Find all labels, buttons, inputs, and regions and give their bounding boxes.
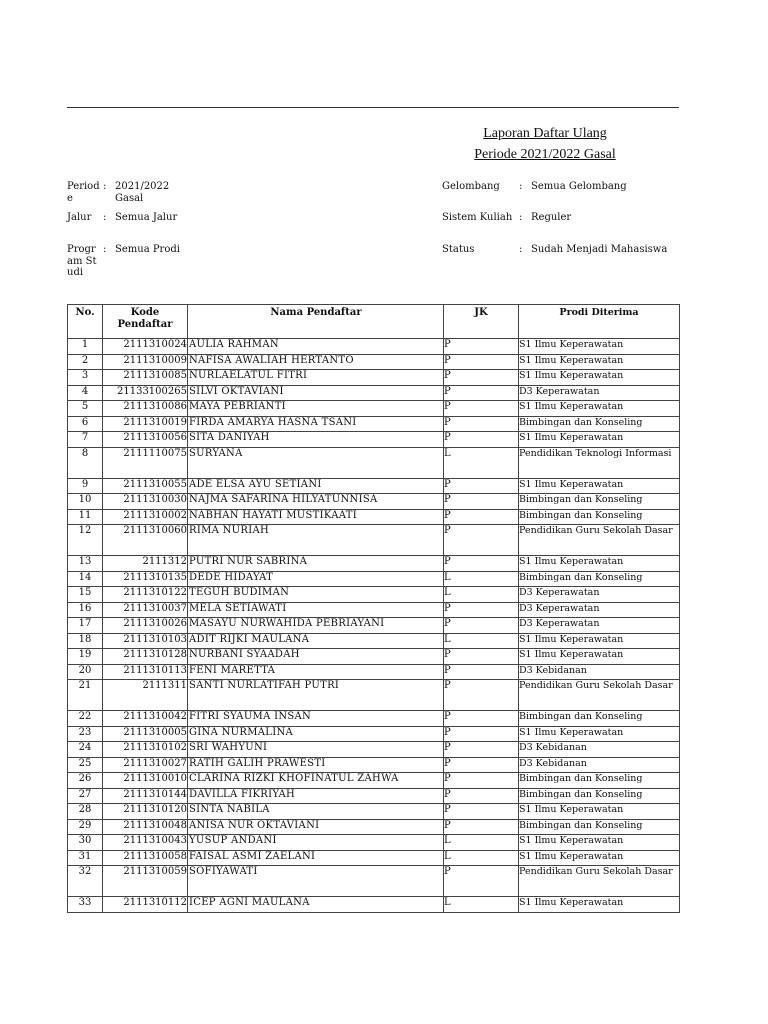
cell-prodi: S1 Ilmu Keperawatan bbox=[519, 804, 680, 820]
program-colon: : bbox=[103, 244, 107, 255]
cell-no: 24 bbox=[68, 742, 103, 758]
periode-value: 2021/2022 Gasal bbox=[115, 181, 170, 204]
cell-prodi: S1 Ilmu Keperawatan bbox=[519, 354, 680, 370]
cell-prodi: S1 Ilmu Keperawatan bbox=[519, 850, 680, 866]
cell-kode: 2111310135 bbox=[103, 571, 188, 587]
table-row bbox=[68, 339, 680, 355]
cell-nama: MASAYU NURWAHIDA PEBRIAYANI bbox=[188, 618, 444, 634]
cell-jk: P bbox=[444, 680, 519, 711]
cell-kode: 2111310059 bbox=[103, 866, 188, 897]
cell-kode: 2111311 bbox=[103, 680, 188, 711]
cell-no: 25 bbox=[68, 757, 103, 773]
cell-jk: P bbox=[444, 773, 519, 789]
cell-jk: P bbox=[444, 370, 519, 386]
cell-no: 32 bbox=[68, 866, 103, 897]
cell-jk: P bbox=[444, 711, 519, 727]
header-no: No. bbox=[68, 305, 103, 339]
cell-kode: 2111310037 bbox=[103, 602, 188, 618]
cell-no: 29 bbox=[68, 819, 103, 835]
cell-nama: NABHAN HAYATI MUSTIKAATI bbox=[188, 509, 444, 525]
cell-kode: 2111310128 bbox=[103, 649, 188, 665]
cell-nama: SITA DANIYAH bbox=[188, 432, 444, 448]
cell-jk: L bbox=[444, 897, 519, 913]
cell-nama: NURLAELATUL FITRI bbox=[188, 370, 444, 386]
sistem-value: Reguler bbox=[531, 212, 572, 223]
cell-no: 14 bbox=[68, 571, 103, 587]
cell-kode: 2111310043 bbox=[103, 835, 188, 851]
cell-kode: 2111110075 bbox=[103, 447, 188, 478]
cell-nama: YUSUP ANDANI bbox=[188, 835, 444, 851]
cell-prodi: Bimbingan dan Konseling bbox=[519, 773, 680, 789]
cell-prodi: D3 Kebidanan bbox=[519, 742, 680, 758]
cell-kode: 2111310103 bbox=[103, 633, 188, 649]
table-row bbox=[68, 664, 680, 680]
header-kode: Kode Pendaftar bbox=[103, 305, 188, 339]
table-row bbox=[68, 401, 680, 417]
cell-prodi: S1 Ilmu Keperawatan bbox=[519, 478, 680, 494]
gelombang-colon: : bbox=[519, 181, 523, 192]
table-header-row bbox=[68, 305, 680, 339]
cell-jk: P bbox=[444, 726, 519, 742]
cell-kode: 2111310112 bbox=[103, 897, 188, 913]
cell-jk: P bbox=[444, 494, 519, 510]
cell-nama: CLARINA RIZKI KHOFINATUL ZAHWA bbox=[188, 773, 444, 789]
cell-kode: 2111310027 bbox=[103, 757, 188, 773]
cell-nama: SINTA NABILA bbox=[188, 804, 444, 820]
cell-kode: 2111312 bbox=[103, 556, 188, 572]
cell-nama: NAJMA SAFARINA HILYATUNNISA bbox=[188, 494, 444, 510]
table-row bbox=[68, 649, 680, 665]
cell-no: 23 bbox=[68, 726, 103, 742]
table-row bbox=[68, 354, 680, 370]
cell-no: 27 bbox=[68, 788, 103, 804]
program-label: Program Studi bbox=[67, 244, 97, 278]
status-colon: : bbox=[519, 244, 523, 255]
cell-jk: P bbox=[444, 742, 519, 758]
table-row bbox=[68, 416, 680, 432]
cell-prodi: S1 Ilmu Keperawatan bbox=[519, 726, 680, 742]
cell-no: 18 bbox=[68, 633, 103, 649]
cell-no: 8 bbox=[68, 447, 103, 478]
cell-nama: ADE ELSA AYU SETIANI bbox=[188, 478, 444, 494]
cell-prodi: Bimbingan dan Konseling bbox=[519, 494, 680, 510]
cell-jk: P bbox=[444, 866, 519, 897]
cell-nama: SOFIYAWATI bbox=[188, 866, 444, 897]
cell-jk: P bbox=[444, 401, 519, 417]
table-row bbox=[68, 742, 680, 758]
cell-jk: P bbox=[444, 757, 519, 773]
cell-no: 5 bbox=[68, 401, 103, 417]
cell-nama: MAYA PEBRIANTI bbox=[188, 401, 444, 417]
header-nama: Nama Pendaftar bbox=[188, 305, 444, 339]
sistem-label: Sistem Kuliah bbox=[442, 212, 513, 223]
cell-no: 28 bbox=[68, 804, 103, 820]
program-value: Semua Prodi bbox=[115, 244, 180, 255]
cell-jk: L bbox=[444, 850, 519, 866]
table-row bbox=[68, 478, 680, 494]
sistem-colon: : bbox=[519, 212, 523, 223]
table-row bbox=[68, 447, 680, 478]
cell-prodi: D3 Kebidanan bbox=[519, 757, 680, 773]
cell-kode: 2111310010 bbox=[103, 773, 188, 789]
cell-no: 10 bbox=[68, 494, 103, 510]
jalur-label: Jalur bbox=[67, 212, 92, 223]
cell-prodi: Pendidikan Teknologi Informasi bbox=[519, 447, 680, 478]
cell-jk: P bbox=[444, 416, 519, 432]
cell-jk: P bbox=[444, 664, 519, 680]
report-title: Laporan Daftar Ulang bbox=[483, 126, 607, 141]
cell-nama: ADIT RIJKI MAULANA bbox=[188, 633, 444, 649]
cell-no: 7 bbox=[68, 432, 103, 448]
cell-no: 3 bbox=[68, 370, 103, 386]
cell-kode: 2111310009 bbox=[103, 354, 188, 370]
table-body bbox=[68, 339, 680, 913]
cell-prodi: Bimbingan dan Konseling bbox=[519, 416, 680, 432]
cell-prodi: S1 Ilmu Keperawatan bbox=[519, 649, 680, 665]
table-row bbox=[68, 432, 680, 448]
cell-jk: P bbox=[444, 556, 519, 572]
table-row bbox=[68, 556, 680, 572]
cell-nama: FITRI SYAUMA INSAN bbox=[188, 711, 444, 727]
cell-jk: P bbox=[444, 385, 519, 401]
cell-kode: 2111310019 bbox=[103, 416, 188, 432]
cell-no: 2 bbox=[68, 354, 103, 370]
cell-nama: ICEP AGNI MAULANA bbox=[188, 897, 444, 913]
table-row bbox=[68, 680, 680, 711]
table-row bbox=[68, 757, 680, 773]
cell-no: 17 bbox=[68, 618, 103, 634]
table-row bbox=[68, 525, 680, 556]
cell-prodi: S1 Ilmu Keperawatan bbox=[519, 897, 680, 913]
cell-prodi: S1 Ilmu Keperawatan bbox=[519, 432, 680, 448]
cell-no: 1 bbox=[68, 339, 103, 355]
cell-jk: P bbox=[444, 478, 519, 494]
cell-kode: 2111310102 bbox=[103, 742, 188, 758]
table-row bbox=[68, 773, 680, 789]
cell-nama: FAISAL ASMI ZAELANI bbox=[188, 850, 444, 866]
cell-nama: ANISA NUR OKTAVIANI bbox=[188, 819, 444, 835]
cell-kode: 2111310113 bbox=[103, 664, 188, 680]
cell-jk: L bbox=[444, 835, 519, 851]
table-row bbox=[68, 509, 680, 525]
cell-no: 31 bbox=[68, 850, 103, 866]
cell-kode: 2111310030 bbox=[103, 494, 188, 510]
cell-prodi: S1 Ilmu Keperawatan bbox=[519, 339, 680, 355]
cell-no: 30 bbox=[68, 835, 103, 851]
cell-kode: 2111310002 bbox=[103, 509, 188, 525]
cell-no: 15 bbox=[68, 587, 103, 603]
cell-nama: RIMA NURIAH bbox=[188, 525, 444, 556]
cell-kode: 2111310048 bbox=[103, 819, 188, 835]
cell-prodi: D3 Keperawatan bbox=[519, 602, 680, 618]
cell-jk: P bbox=[444, 339, 519, 355]
cell-no: 9 bbox=[68, 478, 103, 494]
periode-colon: : bbox=[103, 181, 107, 192]
gelombang-value: Semua Gelombang bbox=[531, 181, 627, 192]
cell-jk: P bbox=[444, 804, 519, 820]
table-row bbox=[68, 370, 680, 386]
cell-nama: SILVI OKTAVIANI bbox=[188, 385, 444, 401]
jalur-value: Semua Jalur bbox=[115, 212, 178, 223]
cell-nama: SURYANA bbox=[188, 447, 444, 478]
cell-jk: P bbox=[444, 788, 519, 804]
header-rule bbox=[67, 107, 679, 108]
cell-kode: 2111310060 bbox=[103, 525, 188, 556]
table-row bbox=[68, 835, 680, 851]
cell-kode: 2111310086 bbox=[103, 401, 188, 417]
cell-prodi: Bimbingan dan Konseling bbox=[519, 509, 680, 525]
cell-jk: L bbox=[444, 571, 519, 587]
table-row bbox=[68, 618, 680, 634]
cell-kode: 2111310120 bbox=[103, 804, 188, 820]
cell-nama: DEDE HIDAYAT bbox=[188, 571, 444, 587]
cell-prodi: S1 Ilmu Keperawatan bbox=[519, 633, 680, 649]
cell-prodi: Bimbingan dan Konseling bbox=[519, 819, 680, 835]
cell-prodi: D3 Keperawatan bbox=[519, 618, 680, 634]
cell-prodi: S1 Ilmu Keperawatan bbox=[519, 556, 680, 572]
header-prodi: Prodi Diterima bbox=[519, 305, 680, 339]
cell-prodi: D3 Keperawatan bbox=[519, 587, 680, 603]
table-row bbox=[68, 587, 680, 603]
registration-table bbox=[67, 304, 680, 913]
cell-no: 16 bbox=[68, 602, 103, 618]
cell-jk: P bbox=[444, 509, 519, 525]
cell-nama: SRI WAHYUNI bbox=[188, 742, 444, 758]
cell-kode: 2111310055 bbox=[103, 478, 188, 494]
periode-label: Periode bbox=[67, 181, 100, 204]
cell-kode: 2111310026 bbox=[103, 618, 188, 634]
cell-kode: 2111310005 bbox=[103, 726, 188, 742]
cell-jk: L bbox=[444, 447, 519, 478]
cell-jk: L bbox=[444, 633, 519, 649]
cell-jk: P bbox=[444, 432, 519, 448]
report-subtitle: Periode 2021/2022 Gasal bbox=[474, 147, 616, 162]
cell-nama: SANTI NURLATIFAH PUTRI bbox=[188, 680, 444, 711]
cell-nama: FENI MARETTA bbox=[188, 664, 444, 680]
cell-kode: 21133100265 bbox=[103, 385, 188, 401]
cell-prodi: S1 Ilmu Keperawatan bbox=[519, 401, 680, 417]
cell-kode: 2111310024 bbox=[103, 339, 188, 355]
cell-nama: TEGUH BUDIMAN bbox=[188, 587, 444, 603]
table-row bbox=[68, 711, 680, 727]
cell-jk: L bbox=[444, 587, 519, 603]
status-value: Sudah Menjadi Mahasiswa bbox=[531, 244, 668, 255]
cell-nama: RATIH GALIH PRAWESTI bbox=[188, 757, 444, 773]
cell-jk: P bbox=[444, 602, 519, 618]
table-row bbox=[68, 385, 680, 401]
table-row bbox=[68, 897, 680, 913]
cell-kode: 2111310122 bbox=[103, 587, 188, 603]
cell-nama: PUTRI NUR SABRINA bbox=[188, 556, 444, 572]
table-row bbox=[68, 850, 680, 866]
cell-nama: NURBANI SYAADAH bbox=[188, 649, 444, 665]
cell-kode: 2111310085 bbox=[103, 370, 188, 386]
jalur-colon: : bbox=[103, 212, 107, 223]
status-label: Status bbox=[442, 244, 475, 255]
cell-no: 6 bbox=[68, 416, 103, 432]
table-row bbox=[68, 866, 680, 897]
cell-nama: MELA SETIAWATI bbox=[188, 602, 444, 618]
cell-jk: P bbox=[444, 819, 519, 835]
cell-no: 19 bbox=[68, 649, 103, 665]
cell-no: 26 bbox=[68, 773, 103, 789]
cell-nama: DAVILLA FIKRIYAH bbox=[188, 788, 444, 804]
cell-no: 13 bbox=[68, 556, 103, 572]
cell-no: 22 bbox=[68, 711, 103, 727]
cell-prodi: D3 Keperawatan bbox=[519, 385, 680, 401]
cell-nama: NAFISA AWALIAH HERTANTO bbox=[188, 354, 444, 370]
table-row bbox=[68, 726, 680, 742]
table-row bbox=[68, 819, 680, 835]
cell-prodi: S1 Ilmu Keperawatan bbox=[519, 370, 680, 386]
table-row bbox=[68, 633, 680, 649]
cell-nama: AULIA RAHMAN bbox=[188, 339, 444, 355]
cell-prodi: S1 Ilmu Keperawatan bbox=[519, 835, 680, 851]
cell-no: 33 bbox=[68, 897, 103, 913]
cell-kode: 2111310058 bbox=[103, 850, 188, 866]
cell-prodi: Bimbingan dan Konseling bbox=[519, 711, 680, 727]
table-row bbox=[68, 571, 680, 587]
header-jk: JK bbox=[444, 305, 519, 339]
cell-prodi: Bimbingan dan Konseling bbox=[519, 788, 680, 804]
cell-no: 11 bbox=[68, 509, 103, 525]
cell-prodi: Bimbingan dan Konseling bbox=[519, 571, 680, 587]
cell-no: 4 bbox=[68, 385, 103, 401]
cell-kode: 2111310056 bbox=[103, 432, 188, 448]
gelombang-label: Gelombang bbox=[442, 181, 500, 192]
cell-no: 20 bbox=[68, 664, 103, 680]
cell-jk: P bbox=[444, 649, 519, 665]
cell-kode: 2111310042 bbox=[103, 711, 188, 727]
cell-jk: P bbox=[444, 354, 519, 370]
cell-kode: 2111310144 bbox=[103, 788, 188, 804]
cell-jk: P bbox=[444, 525, 519, 556]
cell-prodi: Pendidikan Guru Sekolah Dasar bbox=[519, 525, 680, 556]
table-row bbox=[68, 788, 680, 804]
cell-prodi: Pendidikan Guru Sekolah Dasar bbox=[519, 680, 680, 711]
cell-no: 21 bbox=[68, 680, 103, 711]
table-row bbox=[68, 804, 680, 820]
cell-jk: P bbox=[444, 618, 519, 634]
cell-no: 12 bbox=[68, 525, 103, 556]
table-row bbox=[68, 602, 680, 618]
cell-prodi: D3 Kebidanan bbox=[519, 664, 680, 680]
cell-prodi: Pendidikan Guru Sekolah Dasar bbox=[519, 866, 680, 897]
cell-nama: FIRDA AMARYA HASNA TSANI bbox=[188, 416, 444, 432]
cell-nama: GINA NURMALINA bbox=[188, 726, 444, 742]
table-row bbox=[68, 494, 680, 510]
